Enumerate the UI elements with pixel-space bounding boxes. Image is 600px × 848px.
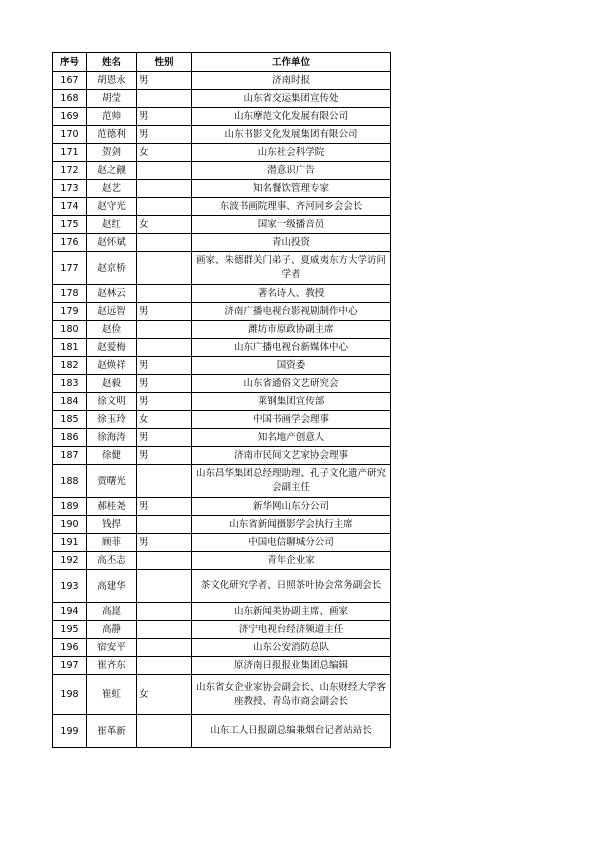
cell-no: 191 <box>53 534 87 552</box>
cell-name: 高静 <box>87 621 137 639</box>
table-row <box>53 621 391 639</box>
table-row <box>53 339 391 357</box>
cell-gender: 男 <box>137 534 192 552</box>
cell-unit: 济南时报 <box>192 72 391 90</box>
cell-gender: 男 <box>137 108 192 126</box>
cell-gender <box>137 621 192 639</box>
cell-unit: 济宁电视台经济频道主任 <box>192 621 391 639</box>
cell-no: 183 <box>53 375 87 393</box>
table-row <box>53 303 391 321</box>
cell-name: 崔虹 <box>87 675 137 715</box>
cell-no: 182 <box>53 357 87 375</box>
cell-no: 195 <box>53 621 87 639</box>
cell-gender <box>137 552 192 570</box>
cell-no: 175 <box>53 216 87 234</box>
table-row <box>53 285 391 303</box>
cell-no: 194 <box>53 603 87 621</box>
cell-gender: 男 <box>137 429 192 447</box>
table-row <box>53 252 391 285</box>
cell-unit: 青山投资 <box>192 234 391 252</box>
table-row <box>53 447 391 465</box>
cell-gender: 男 <box>137 393 192 411</box>
table-row <box>53 675 391 715</box>
cell-no: 180 <box>53 321 87 339</box>
table-row <box>53 639 391 657</box>
cell-no: 178 <box>53 285 87 303</box>
cell-no: 187 <box>53 447 87 465</box>
cell-name: 赵之觎 <box>87 162 137 180</box>
cell-gender <box>137 339 192 357</box>
table-row <box>53 393 391 411</box>
cell-unit: 济南广播电视台影视剧制作中心 <box>192 303 391 321</box>
cell-unit: 知名餐饮管理专家 <box>192 180 391 198</box>
cell-unit: 山东省通俗文艺研究会 <box>192 375 391 393</box>
cell-name: 徐玉玲 <box>87 411 137 429</box>
cell-name: 贺剑 <box>87 144 137 162</box>
cell-gender <box>137 90 192 108</box>
table-row <box>53 126 391 144</box>
cell-gender <box>137 321 192 339</box>
cell-unit: 山东省交运集团宣传处 <box>192 90 391 108</box>
cell-name: 胡恩永 <box>87 72 137 90</box>
table-row <box>53 357 391 375</box>
cell-no: 176 <box>53 234 87 252</box>
cell-unit: 山东公安消防总队 <box>192 639 391 657</box>
cell-unit: 山东新闻美协副主席、画家 <box>192 603 391 621</box>
cell-unit: 中国电信聊城分公司 <box>192 534 391 552</box>
cell-no: 179 <box>53 303 87 321</box>
cell-gender <box>137 516 192 534</box>
table-row <box>53 216 391 234</box>
cell-name: 徐文明 <box>87 393 137 411</box>
cell-no: 168 <box>53 90 87 108</box>
cell-gender: 男 <box>137 375 192 393</box>
cell-unit: 画家、朱德群关门弟子、夏威夷东方大学访问学者 <box>192 252 391 285</box>
cell-name: 崔齐东 <box>87 657 137 675</box>
table-row <box>53 657 391 675</box>
cell-gender: 男 <box>137 447 192 465</box>
table-row <box>53 516 391 534</box>
cell-name: 赵俭 <box>87 321 137 339</box>
cell-gender: 男 <box>137 498 192 516</box>
cell-unit: 潍坊市原政协副主席 <box>192 321 391 339</box>
cell-gender: 男 <box>137 357 192 375</box>
cell-gender <box>137 162 192 180</box>
header-no: 序号 <box>53 53 87 72</box>
cell-gender: 男 <box>137 126 192 144</box>
table-row <box>53 180 391 198</box>
header-row <box>53 53 391 72</box>
cell-no: 188 <box>53 465 87 498</box>
cell-no: 196 <box>53 639 87 657</box>
roster-table <box>52 52 391 748</box>
cell-name: 顾菲 <box>87 534 137 552</box>
cell-unit: 著名诗人、教授 <box>192 285 391 303</box>
cell-no: 199 <box>53 715 87 748</box>
cell-name: 徐健 <box>87 447 137 465</box>
cell-name: 高崑 <box>87 603 137 621</box>
cell-name: 宿安平 <box>87 639 137 657</box>
cell-name: 赵怀斌 <box>87 234 137 252</box>
cell-gender <box>137 570 192 603</box>
cell-no: 197 <box>53 657 87 675</box>
cell-no: 174 <box>53 198 87 216</box>
cell-name: 赵红 <box>87 216 137 234</box>
cell-gender: 男 <box>137 72 192 90</box>
cell-name: 赵守光 <box>87 198 137 216</box>
cell-unit: 青年企业家 <box>192 552 391 570</box>
cell-unit: 知名地产创意人 <box>192 429 391 447</box>
cell-name: 高建华 <box>87 570 137 603</box>
table-row <box>53 234 391 252</box>
cell-no: 181 <box>53 339 87 357</box>
table-row <box>53 144 391 162</box>
cell-unit: 山东昌华集团总经理助理、孔子文化遗产研究会副主任 <box>192 465 391 498</box>
cell-no: 186 <box>53 429 87 447</box>
cell-no: 177 <box>53 252 87 285</box>
table-row <box>53 498 391 516</box>
table-row <box>53 570 391 603</box>
cell-name: 赵京桥 <box>87 252 137 285</box>
cell-name: 贾曙光 <box>87 465 137 498</box>
cell-gender <box>137 180 192 198</box>
cell-gender <box>137 639 192 657</box>
cell-gender <box>137 198 192 216</box>
cell-name: 崔革新 <box>87 715 137 748</box>
cell-unit: 新华网山东分公司 <box>192 498 391 516</box>
table-row <box>53 162 391 180</box>
cell-unit: 国家一级播音员 <box>192 216 391 234</box>
table-row <box>53 603 391 621</box>
cell-gender: 女 <box>137 411 192 429</box>
cell-unit: 莱钢集团宣传部 <box>192 393 391 411</box>
cell-unit: 原济南日报报业集团总编辑 <box>192 657 391 675</box>
table-row <box>53 72 391 90</box>
cell-name: 赵林云 <box>87 285 137 303</box>
cell-name: 赵远智 <box>87 303 137 321</box>
cell-unit: 山东书影文化发展集团有限公司 <box>192 126 391 144</box>
table-row <box>53 375 391 393</box>
cell-unit: 山东社会科学院 <box>192 144 391 162</box>
table-row <box>53 429 391 447</box>
cell-unit: 国资委 <box>192 357 391 375</box>
table-row <box>53 552 391 570</box>
cell-no: 170 <box>53 126 87 144</box>
cell-no: 185 <box>53 411 87 429</box>
cell-no: 171 <box>53 144 87 162</box>
cell-unit: 山东工人日报副总编兼烟台记者站站长 <box>192 715 391 748</box>
cell-gender <box>137 657 192 675</box>
cell-name: 高丕志 <box>87 552 137 570</box>
cell-gender: 男 <box>137 303 192 321</box>
table-row <box>53 715 391 748</box>
cell-gender <box>137 234 192 252</box>
cell-name: 赵焕祥 <box>87 357 137 375</box>
cell-unit: 山东省女企业家协会副会长、山东财经大学客座教授、青岛市商会副会长 <box>192 675 391 715</box>
cell-unit: 中国书画学会理事 <box>192 411 391 429</box>
table-row <box>53 321 391 339</box>
cell-no: 189 <box>53 498 87 516</box>
cell-name: 徐海涛 <box>87 429 137 447</box>
header-unit: 工作单位 <box>192 53 391 72</box>
cell-no: 193 <box>53 570 87 603</box>
cell-unit: 山东摩范文化发展有限公司 <box>192 108 391 126</box>
cell-no: 172 <box>53 162 87 180</box>
cell-name: 郝桂尧 <box>87 498 137 516</box>
cell-no: 167 <box>53 72 87 90</box>
cell-name: 范帅 <box>87 108 137 126</box>
table-row <box>53 108 391 126</box>
header-name: 姓名 <box>87 53 137 72</box>
cell-unit: 山东广播电视台新媒体中心 <box>192 339 391 357</box>
cell-gender <box>137 603 192 621</box>
cell-name: 赵艺 <box>87 180 137 198</box>
cell-name: 范德利 <box>87 126 137 144</box>
cell-unit: 山东省新闻摄影学会执行主席 <box>192 516 391 534</box>
table-row <box>53 465 391 498</box>
table-row <box>53 198 391 216</box>
cell-unit: 东波书画院理事、齐河同乡会会长 <box>192 198 391 216</box>
cell-no: 184 <box>53 393 87 411</box>
cell-gender: 女 <box>137 144 192 162</box>
cell-name: 钱捍 <box>87 516 137 534</box>
cell-gender <box>137 252 192 285</box>
cell-gender <box>137 715 192 748</box>
cell-no: 190 <box>53 516 87 534</box>
cell-no: 173 <box>53 180 87 198</box>
cell-unit: 潜意识广告 <box>192 162 391 180</box>
cell-gender <box>137 465 192 498</box>
table-row <box>53 411 391 429</box>
cell-no: 198 <box>53 675 87 715</box>
header-gender: 性别 <box>137 53 192 72</box>
table-row <box>53 534 391 552</box>
table-row <box>53 90 391 108</box>
cell-name: 胡莹 <box>87 90 137 108</box>
cell-name: 赵爱梅 <box>87 339 137 357</box>
cell-gender <box>137 285 192 303</box>
cell-name: 赵毅 <box>87 375 137 393</box>
cell-no: 169 <box>53 108 87 126</box>
cell-unit: 济南市民间文艺家协会理事 <box>192 447 391 465</box>
cell-gender: 女 <box>137 216 192 234</box>
cell-gender: 女 <box>137 675 192 715</box>
cell-unit: 茶文化研究学者、日照茶叶协会常务副会长 <box>192 570 391 603</box>
cell-no: 192 <box>53 552 87 570</box>
roster-body <box>53 72 391 748</box>
